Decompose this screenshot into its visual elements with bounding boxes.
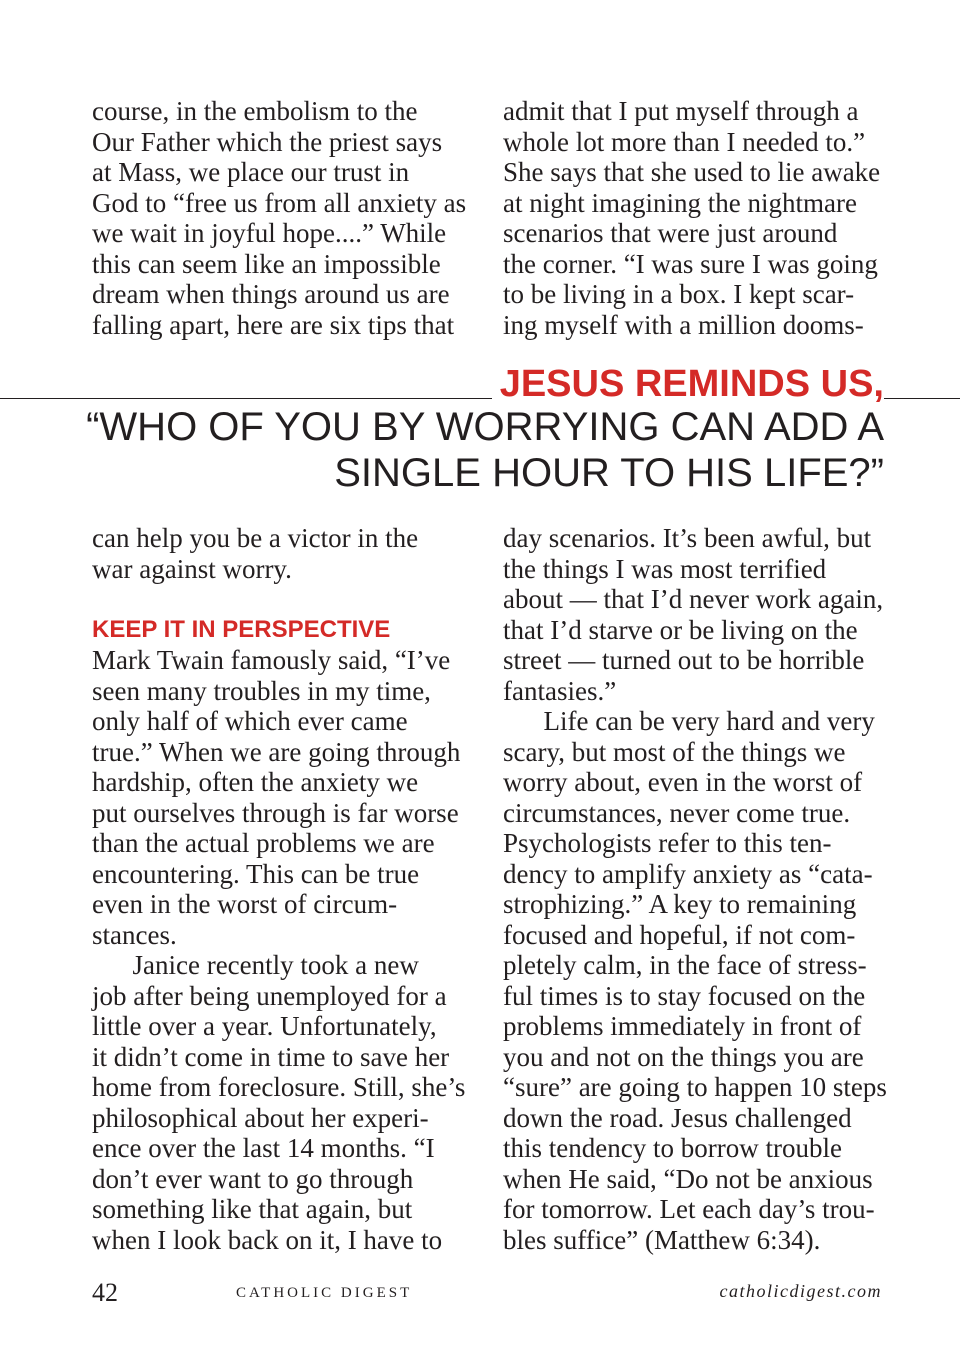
text-line: Life can be very hard and very bbox=[503, 706, 875, 736]
text-line: something like that again, but bbox=[92, 1194, 413, 1224]
pull-quote bbox=[86, 404, 884, 496]
text-line: at night imagining the nightmare bbox=[503, 187, 857, 218]
text-line: course, in the embolism to the bbox=[92, 96, 418, 126]
text-line: even in the worst of circum- bbox=[92, 889, 398, 919]
text-line: Mark Twain famously said, “I’ve bbox=[92, 645, 451, 675]
text-line: can help you be a victor in the bbox=[92, 523, 419, 553]
text-line: war against worry. bbox=[92, 553, 292, 584]
text-line: home from foreclosure. Still, she’s bbox=[92, 1072, 466, 1102]
text-line: we wait in joyful hope....” While bbox=[92, 218, 447, 248]
text-line: pletely calm, in the face of stress- bbox=[503, 950, 867, 980]
text-line: scary, but most of the things we bbox=[503, 736, 846, 767]
pull-quote-line: “WHO OF YOU BY WORRYING CAN ADD A bbox=[86, 405, 884, 449]
text-line: street — turned out to be horrible bbox=[503, 645, 865, 675]
text-line: admit that I put myself through a bbox=[503, 96, 859, 126]
text-line: stances. bbox=[92, 919, 177, 950]
text-line: problems immediately in front of bbox=[503, 1011, 862, 1041]
text-line: bles suffice” (Matthew 6:34). bbox=[503, 1224, 821, 1255]
right-column-bottom bbox=[503, 523, 893, 1255]
paragraph-gap bbox=[92, 584, 482, 615]
text-line: focused and hopeful, if not com- bbox=[503, 919, 856, 950]
text-line: “sure” are going to happen 10 steps bbox=[503, 1072, 887, 1102]
text-line: ing myself with a million dooms- bbox=[503, 309, 864, 340]
text-line: that I’d starve or be living on the bbox=[503, 614, 858, 645]
page-number: 42 bbox=[92, 1278, 118, 1307]
text-line: Our Father which the priest says bbox=[92, 126, 443, 157]
text-line: circumstances, never come true. bbox=[503, 797, 851, 828]
text-line: little over a year. Unfortunately, bbox=[92, 1011, 437, 1041]
text-line: encountering. This can be true bbox=[92, 858, 420, 889]
text-line: Janice recently took a new bbox=[92, 950, 419, 980]
text-line: when I look back on it, I have to bbox=[92, 1224, 443, 1255]
text-line: worry about, even in the worst of bbox=[503, 767, 863, 797]
text-line: this can seem like an impossible bbox=[92, 248, 441, 279]
text-line: day scenarios. It’s been awful, but bbox=[503, 523, 872, 553]
text-line: don’t ever want to go through bbox=[92, 1163, 414, 1194]
text-line: at Mass, we place our trust in bbox=[92, 157, 410, 187]
text-line: She says that she used to lie awake bbox=[503, 157, 881, 187]
text-line: job after being unemployed for a bbox=[92, 980, 447, 1011]
website-url: catholicdigest.com bbox=[719, 1281, 882, 1301]
pull-quote-line: SINGLE HOUR TO HIS LIFE?” bbox=[334, 451, 884, 495]
left-column-top bbox=[92, 96, 482, 340]
text-line: philosophical about her experi- bbox=[92, 1102, 429, 1133]
section-heading: KEEP IT IN PERSPECTIVE bbox=[92, 615, 391, 643]
text-line: to be living in a box. I kept scar- bbox=[503, 279, 855, 309]
text-line: it didn’t come in time to save her bbox=[92, 1041, 450, 1072]
publication-name: CATHOLIC DIGEST bbox=[236, 1285, 413, 1301]
text-line: seen many troubles in my time, bbox=[92, 675, 431, 706]
text-line: for tomorrow. Let each day’s trou- bbox=[503, 1194, 875, 1224]
text-line: scenarios that were just around bbox=[503, 218, 838, 248]
text-line: strophizing.” A key to remaining bbox=[503, 889, 857, 919]
pull-quote-lead: JESUS REMINDS US, bbox=[492, 362, 884, 406]
text-line: this tendency to borrow trouble bbox=[503, 1133, 842, 1163]
text-line: God to “free us from all anxiety as bbox=[92, 187, 467, 218]
text-line: you and not on the things you are bbox=[503, 1041, 864, 1072]
text-line: about — that I’d never work again, bbox=[503, 584, 884, 614]
text-line: ful times is to stay focused on the bbox=[503, 980, 866, 1011]
text-line: fantasies.” bbox=[503, 675, 617, 706]
text-line: than the actual problems we are bbox=[92, 828, 435, 858]
text-line: falling apart, here are six tips that bbox=[92, 309, 455, 340]
text-line: dency to amplify anxiety as “cata- bbox=[503, 858, 873, 889]
text-line: hardship, often the anxiety we bbox=[92, 767, 419, 797]
text-line: Psychologists refer to this ten- bbox=[503, 828, 832, 858]
text-line: whole lot more than I needed to.” bbox=[503, 126, 866, 157]
left-column-bottom bbox=[92, 523, 482, 1255]
text-line: dream when things around us are bbox=[92, 279, 450, 309]
text-line: the corner. “I was sure I was going bbox=[503, 248, 878, 279]
right-column-top bbox=[503, 96, 893, 340]
text-line: put ourselves through is far worse bbox=[92, 797, 459, 828]
text-line: when He said, “Do not be anxious bbox=[503, 1163, 873, 1194]
text-line: ence over the last 14 months. “I bbox=[92, 1133, 435, 1163]
text-line: down the road. Jesus challenged bbox=[503, 1102, 852, 1133]
text-line: true.” When we are going through bbox=[92, 736, 461, 767]
text-line: the things I was most terrified bbox=[503, 553, 827, 584]
text-line: only half of which ever came bbox=[92, 706, 408, 736]
